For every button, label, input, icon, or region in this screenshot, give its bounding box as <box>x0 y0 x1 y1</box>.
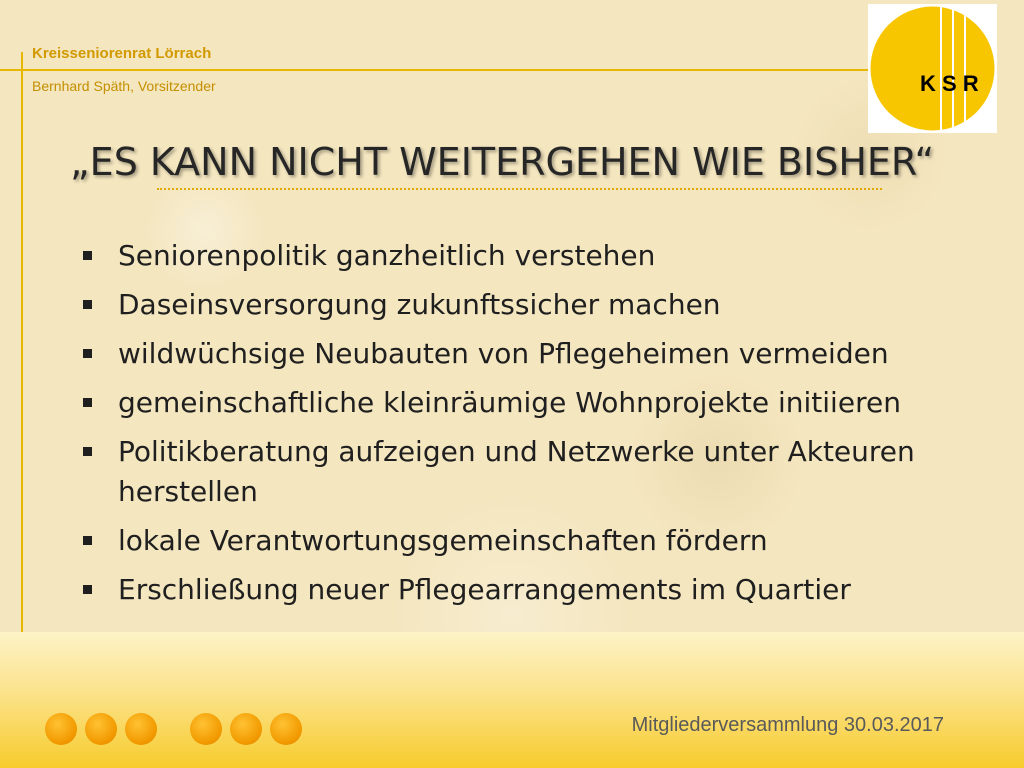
horizontal-accent-line <box>0 69 872 71</box>
chairperson-name: Bernhard Späth, Vorsitzender <box>32 78 216 94</box>
orange-dot-icon <box>190 713 222 745</box>
ksr-logo <box>868 4 997 133</box>
square-bullet-icon <box>83 349 92 358</box>
bullet-text: Erschließung neuer Pflegearrangements im Quartier <box>118 573 851 606</box>
title-dotted-underline <box>157 188 882 190</box>
vertical-accent-line <box>21 52 23 642</box>
square-bullet-icon <box>83 536 92 545</box>
bullet-item <box>80 521 980 561</box>
bullet-list <box>80 236 980 619</box>
bullet-item <box>80 383 980 423</box>
orange-dot-icon <box>125 713 157 745</box>
square-bullet-icon <box>83 585 92 594</box>
orange-dot-icon <box>85 713 117 745</box>
bullet-item <box>80 432 980 512</box>
square-bullet-icon <box>83 398 92 407</box>
square-bullet-icon <box>83 447 92 456</box>
bullet-text: wildwüchsige Neubauten von Pflegeheimen vermeiden <box>118 337 889 370</box>
orange-dot-icon <box>230 713 262 745</box>
orange-dot-icon <box>45 713 77 745</box>
square-bullet-icon <box>83 251 92 260</box>
bullet-text: Politikberatung aufzeigen und Netzwerke unter Akteuren herstellen <box>118 435 915 508</box>
bullet-text: lokale Verantwortungsgemeinschaften fördern <box>118 524 768 557</box>
bullet-item <box>80 236 980 276</box>
bullet-item <box>80 570 980 610</box>
bullet-text: Daseinsversorgung zukunftssicher machen <box>118 288 721 321</box>
logo-text: K S R <box>920 71 979 96</box>
footer-text: Mitgliederversammlung 30.03.2017 <box>631 714 944 736</box>
slide-title: „ES KANN NICHT WEITERGEHEN WIE BISHER“ <box>70 140 935 184</box>
square-bullet-icon <box>83 300 92 309</box>
bullet-text: Seniorenpolitik ganzheitlich verstehen <box>118 239 656 272</box>
organization-name: Kreisseniorenrat Lörrach <box>32 45 212 62</box>
bullet-item <box>80 285 980 325</box>
orange-dot-icon <box>270 713 302 745</box>
bullet-text: gemeinschaftliche kleinräumige Wohnprojekte initiieren <box>118 386 901 419</box>
footer-band <box>0 632 1024 768</box>
bullet-item <box>80 334 980 374</box>
